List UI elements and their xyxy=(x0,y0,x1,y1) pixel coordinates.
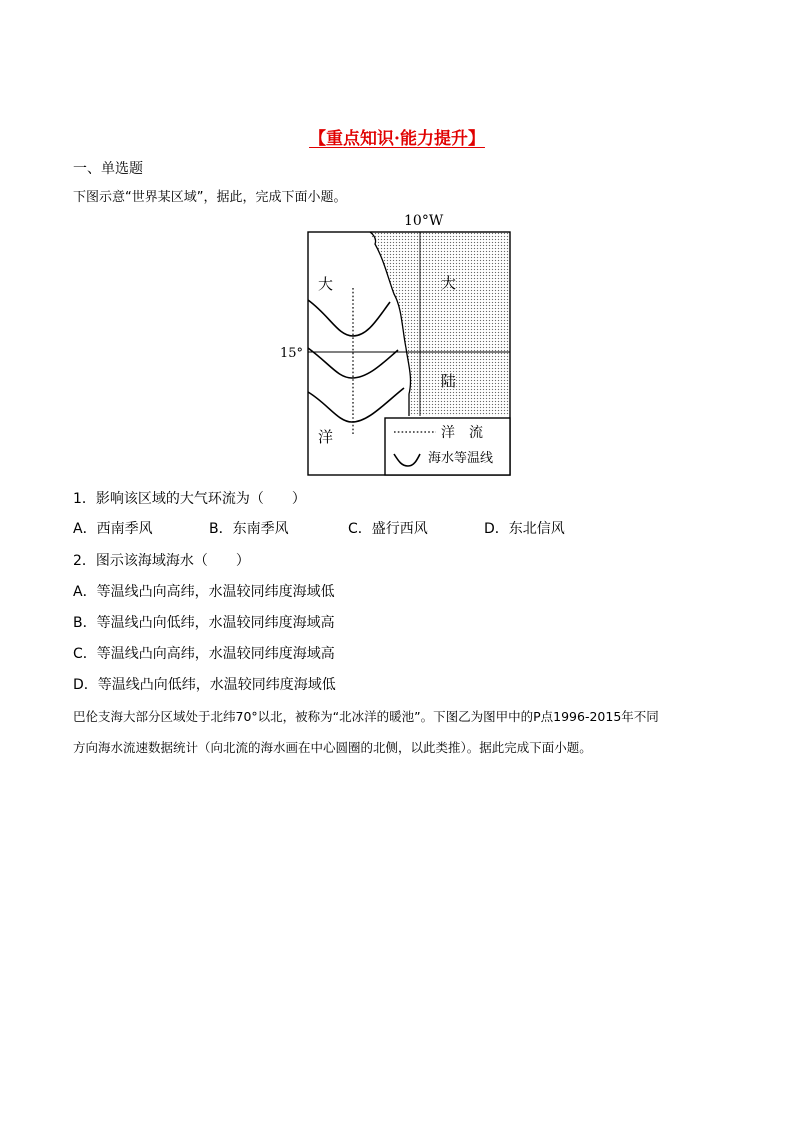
latitude-label: 15° xyxy=(280,346,304,361)
question-1-options xyxy=(73,518,565,538)
question-intro: 下图示意“世界某区域”，据此，完成下面小题。 xyxy=(73,190,347,205)
isotherm-1 xyxy=(308,300,390,336)
isotherm-2 xyxy=(308,348,398,378)
land-label-top: 大 xyxy=(441,274,457,292)
legend-current-label: 洋 流 xyxy=(441,425,483,441)
q2-option-d[interactable]: D．等温线凸向低纬，水温较同纬度海域低 xyxy=(73,677,336,693)
page-title: 【重点知识·能力提升】 xyxy=(309,129,485,149)
q1-option-a[interactable]: A．西南季风 xyxy=(73,521,153,537)
q2-option-c[interactable]: C．等温线凸向高纬，水温较同纬度海域高 xyxy=(73,646,335,662)
land-label-bottom: 陆 xyxy=(441,372,457,390)
region-map xyxy=(278,208,518,480)
q1-option-d[interactable]: D．东北信风 xyxy=(484,521,565,537)
ocean-label-top: 大 xyxy=(318,275,334,293)
q2-option-a[interactable]: A．等温线凸向高纬，水温较同纬度海域低 xyxy=(73,584,335,600)
q2-option-b[interactable]: B．等温线凸向低纬，水温较同纬度海域高 xyxy=(73,615,335,631)
land-area xyxy=(370,232,510,416)
question-1-stem: 1．影响该区域的大气环流为（ ） xyxy=(73,491,306,507)
passage-line-2: 方向海水流速数据统计（向北流的海水画在中心圆圈的北侧，以此类推）。据此完成下面小题。 xyxy=(73,740,592,755)
q1-option-c[interactable]: C．盛行西风 xyxy=(348,521,428,537)
question-2-stem: 2．图示该海域海水（ ） xyxy=(73,553,250,569)
legend-isotherm-label: 海水等温线 xyxy=(428,451,494,466)
passage-line-1: 巴伦支海大部分区域处于北纬70°以北，被称为“北冰洋的暖池”。下图乙为图甲中的P点1996-2015年不同 xyxy=(73,709,659,724)
q1-option-b[interactable]: B．东南季风 xyxy=(209,521,289,537)
isotherm-3 xyxy=(308,388,404,422)
section-heading: 一、单选题 xyxy=(73,161,143,177)
ocean-label-bottom: 洋 xyxy=(318,428,334,446)
longitude-label: 10°W xyxy=(404,213,444,229)
